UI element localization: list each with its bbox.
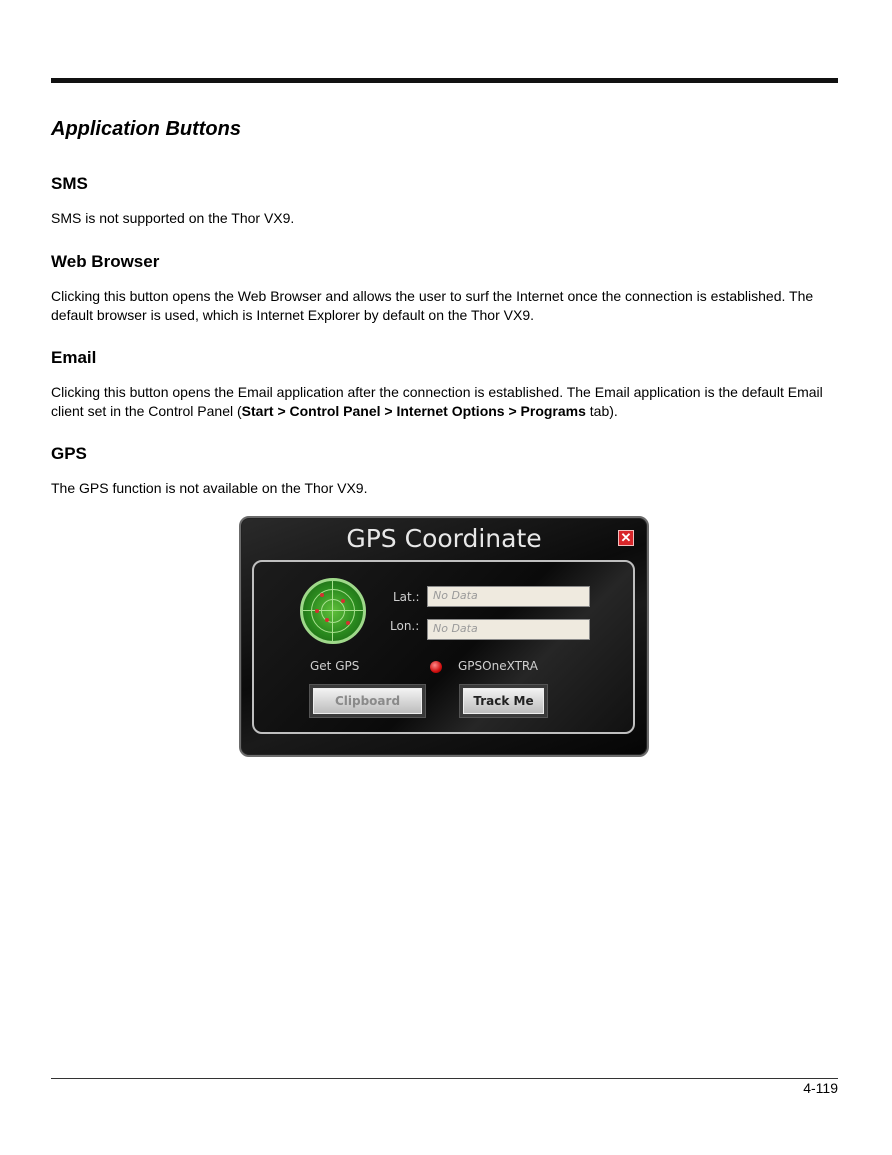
gps-body: The GPS function is not available on the Thor VX9. <box>51 480 368 496</box>
status-led-icon <box>430 661 442 673</box>
page-title: Application Buttons <box>51 118 241 140</box>
radar-icon <box>300 578 366 644</box>
gps-panel <box>252 560 635 734</box>
web-browser-body: Clicking this button opens the Web Browser and allows the user to surf the Internet once the connection is established. The default browser is used, which is Internet Explorer by default on the Thor VX9. <box>51 288 814 323</box>
close-icon[interactable]: ✕ <box>618 530 634 546</box>
header-rule <box>51 78 838 83</box>
gps-dialog-title: GPS Coordinate <box>346 524 542 553</box>
gpsonextra-label: GPSOneXTRA <box>458 659 538 673</box>
clipboard-button-label: Clipboard <box>313 688 422 714</box>
lon-label: Lon.: <box>390 619 420 633</box>
track-me-button-label: Track Me <box>463 688 544 714</box>
track-me-button[interactable] <box>459 684 548 718</box>
page-number: 4-119 <box>803 1080 838 1096</box>
email-body-end: tab). <box>585 402 618 419</box>
lat-label: Lat.: <box>393 590 420 604</box>
footer-rule <box>51 1078 838 1079</box>
gps-heading: GPS <box>51 444 87 463</box>
sms-body: SMS is not supported on the Thor VX9. <box>51 210 295 226</box>
get-gps-label[interactable]: Get GPS <box>310 659 360 673</box>
lon-field[interactable]: No Data <box>427 619 590 640</box>
sms-heading: SMS <box>51 174 88 193</box>
gps-coordinate-dialog <box>239 516 649 757</box>
email-heading: Email <box>51 348 97 367</box>
clipboard-button[interactable] <box>309 684 426 718</box>
email-body <box>51 383 841 420</box>
email-body-start: Clicking this button opens the Email application after the connection is established. The Email application is the default Email client set in the Control Panel ( <box>51 384 823 419</box>
control-panel-path: Start > Control Panel > Internet Options > Programs <box>241 402 586 419</box>
lat-field[interactable]: No Data <box>427 586 590 607</box>
web-browser-heading: Web Browser <box>51 252 160 271</box>
